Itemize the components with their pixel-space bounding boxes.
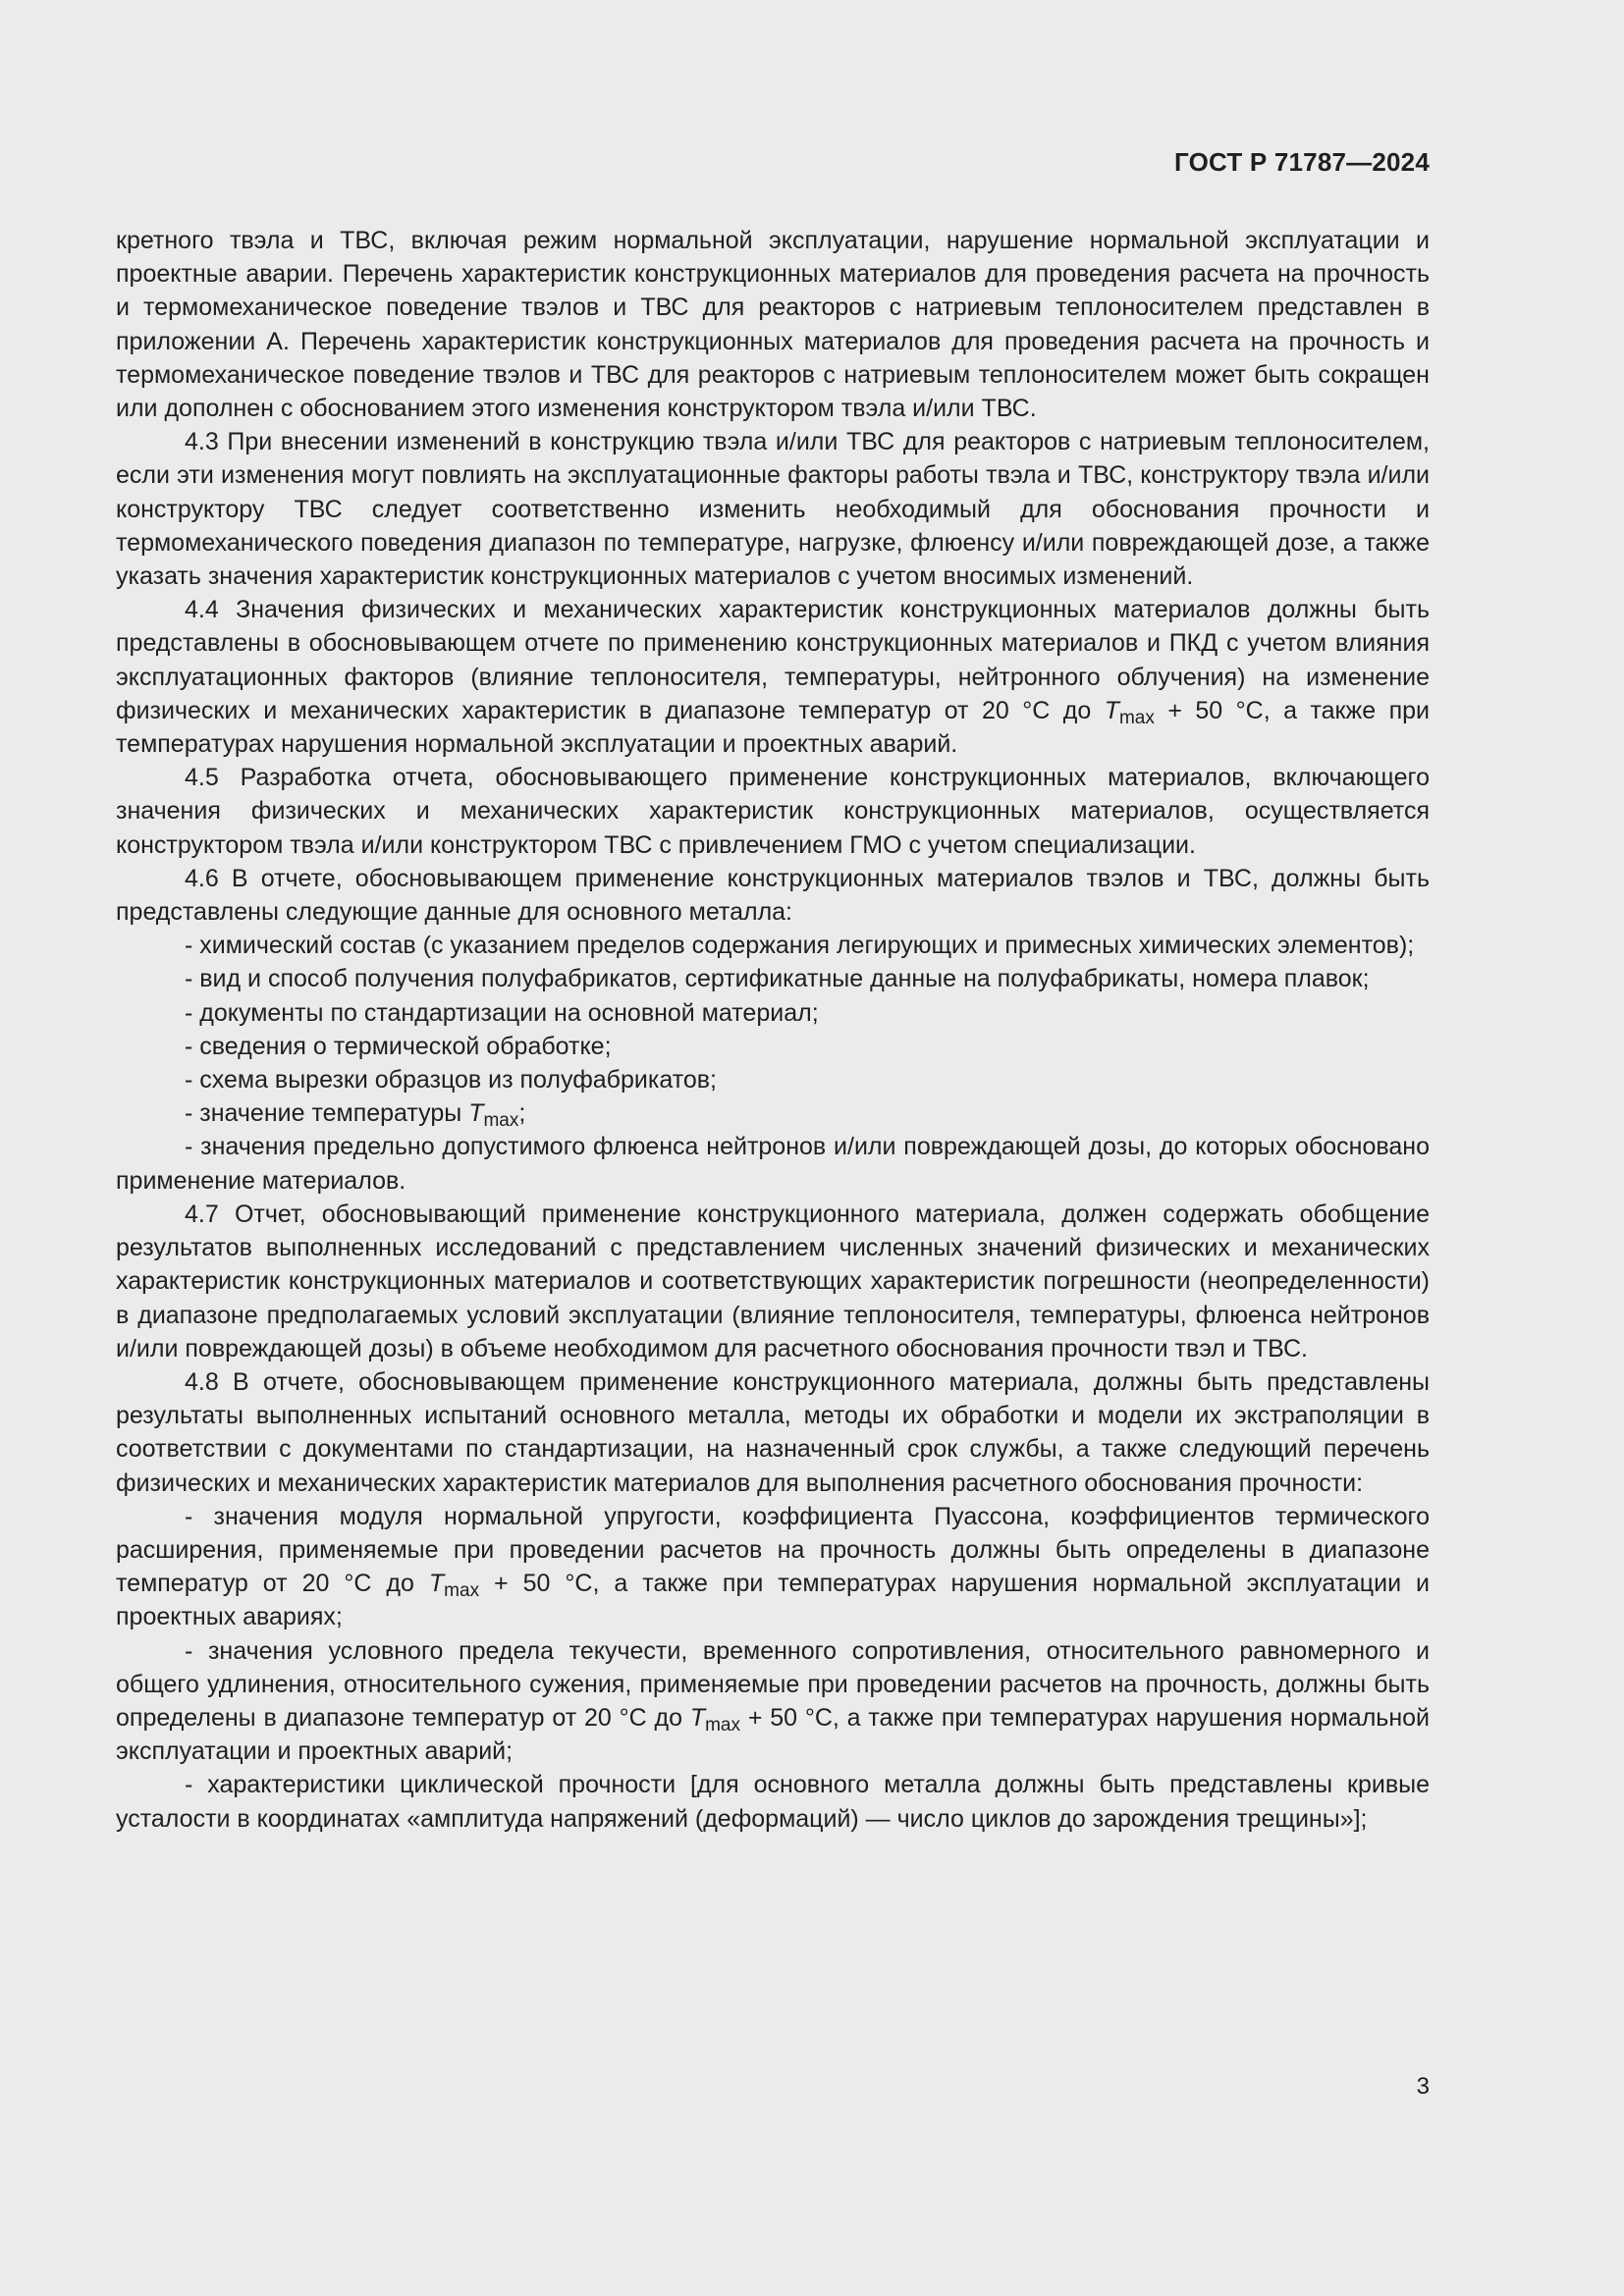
document-body bbox=[116, 224, 1430, 1836]
symbol-t: T bbox=[428, 1570, 445, 1598]
document-number: ГОСТ Р 71787—2024 bbox=[1174, 147, 1430, 177]
list-item-text-start: - значения условного предела текучести, временного сопротивления, относительного равномерного и общего удлинения, относительного сужения, применяемые при проведении расчетов на прочность, должны быть определены в диапазоне температур от 20 °С до bbox=[116, 1636, 1430, 1732]
list-item-text-end: ; bbox=[518, 1099, 526, 1128]
list-item: - схема вырезки образцов из полуфабрикатов; bbox=[185, 1066, 718, 1095]
list-item: - вид и способ получения полуфабрикатов, сертификатные данные на полуфабрикаты, номера плавок; bbox=[185, 965, 1370, 993]
list-item-text-end: + 50 °С, а также при температурах нарушения нормальной эксплуатации и проектных авариях; bbox=[116, 1570, 1431, 1631]
subscript-max: max bbox=[483, 1110, 519, 1132]
paragraph-4-4 bbox=[116, 593, 1430, 761]
list-item: - сведения о термической обработке; bbox=[185, 1032, 612, 1060]
symbol-t: T bbox=[1104, 696, 1119, 724]
paragraph-continuation: кретного твэла и ТВС, включая режим нормальной эксплуатации, нарушение нормальной эксплуатации и проектные аварии. Перечень характеристик конструкционных материалов для проведения расчета на прочность и термомеханическое поведение твэлов и ТВС для реакторов с натриевым теплоносителем представлен в приложении А. Перечень характеристик конструкционных материалов для проведения расчета на прочность и термомеханическое поведение твэлов и ТВС для реакторов с натриевым теплоносителем может быть сокращен или дополнен с обоснованием этого изменения конструктором твэла и/или ТВС. bbox=[116, 227, 1430, 423]
list-item bbox=[116, 1096, 1430, 1130]
list-item: - химический состав (с указанием пределов содержания легирующих и примесных химических элементов); bbox=[185, 932, 1415, 960]
list-item bbox=[116, 1500, 1430, 1634]
list-item: - характеристики циклической прочности [для основного металла должны быть представлены кривые усталости в координатах «амплитуда напряжений (деформаций) — число циклов до зарождения трещины»]; bbox=[116, 1771, 1430, 1833]
paragraph-4-4-text-end: + 50 °С, а также при температурах нарушения нормальной эксплуатации и проектных аварий. bbox=[116, 696, 1430, 759]
list-item-text-end: + 50 °С, а также при температурах нарушения нормальной эксплуатации и проектных аварий; bbox=[116, 1703, 1430, 1766]
paragraph-4-7: 4.7 Отчет, обосновывающий применение конструкционного материала, должен содержать обобщение результатов выполненных исследований с представлением численных значений физических и механических характеристик конструкционных материалов и соответствующих характеристик погрешности (неопределенности) в диапазоне предполагаемых условий эксплуатации (влияние теплоносителя, температуры, флюенса нейтронов и/или повреждающей дозы) в объеме необходимом для расчетного обоснования прочности твэл и ТВС. bbox=[116, 1200, 1430, 1362]
paragraph-4-6: 4.6 В отчете, обосновывающем применение конструкционных материалов твэлов и ТВС, должны быть представлены следующие данные для основного металла: bbox=[116, 864, 1430, 927]
list-item bbox=[116, 1634, 1430, 1769]
list-item: - документы по стандартизации на основной материал; bbox=[185, 998, 819, 1027]
symbol-t: T bbox=[468, 1099, 484, 1128]
subscript-max: max bbox=[444, 1580, 480, 1602]
list-item: - значения предельно допустимого флюенса нейтронов и/или повреждающей дозы, до которых обосновано применение материалов. bbox=[116, 1133, 1430, 1195]
paragraph-4-3: 4.3 При внесении изменений в конструкцию твэла и/или ТВС для реакторов с натриевым теплоносителем, если эти изменения могут повлиять на эксплуатационные факторы работы твэла и ТВС, конструктору твэла и/или конструктору ТВС следует соответственно изменить необходимый для обоснования прочности и термомеханического поведения диапазон по температуре, нагрузке, флюенсу и/или повреждающей дозе, а также указать значения характеристик конструкционных материалов с учетом вносимых изменений. bbox=[116, 428, 1430, 591]
page-number: 3 bbox=[1416, 2073, 1430, 2100]
symbol-t: T bbox=[689, 1703, 706, 1732]
paragraph-4-4-text-start: 4.4 Значения физических и механических характеристик конструкционных материалов должны быть представлены в обосновывающем отчете по применению конструкционных материалов и ПКД с учетом влияния эксплуатационных факторов (влияние теплоносителя, температуры, нейтронного облучения) на изменение физических и механических характеристик в диапазоне температур от 20 °С до bbox=[116, 596, 1430, 724]
paragraph-4-8: 4.8 В отчете, обосновывающем применение конструкционного материала, должны быть представлены результаты выполненных испытаний основного металла, методы их обработки и модели их экстраполяции в соответствии с документами по стандартизации, на назначенный срок службы, а также следующий перечень физических и механических характеристик материалов для выполнения расчетного обоснования прочности: bbox=[116, 1367, 1430, 1497]
paragraph-4-5: 4.5 Разработка отчета, обосновывающего применение конструкционных материалов, включающего значения физических и механических характеристик конструкционных материалов, осуществляется конструктором твэла и/или конструктором ТВС с привлечением ГМО с учетом специализации. bbox=[116, 764, 1430, 859]
subscript-max: max bbox=[705, 1714, 740, 1735]
list-item-text-start: - значение температуры bbox=[185, 1099, 469, 1128]
list-item-text-start: - значения модуля нормальной упругости, коэффициента Пуассона, коэффициентов термического расширения, применяемые при проведении расчетов на прочность должны быть определены в диапазоне температур от 20 °С до bbox=[116, 1502, 1430, 1598]
subscript-max: max bbox=[1118, 707, 1155, 728]
